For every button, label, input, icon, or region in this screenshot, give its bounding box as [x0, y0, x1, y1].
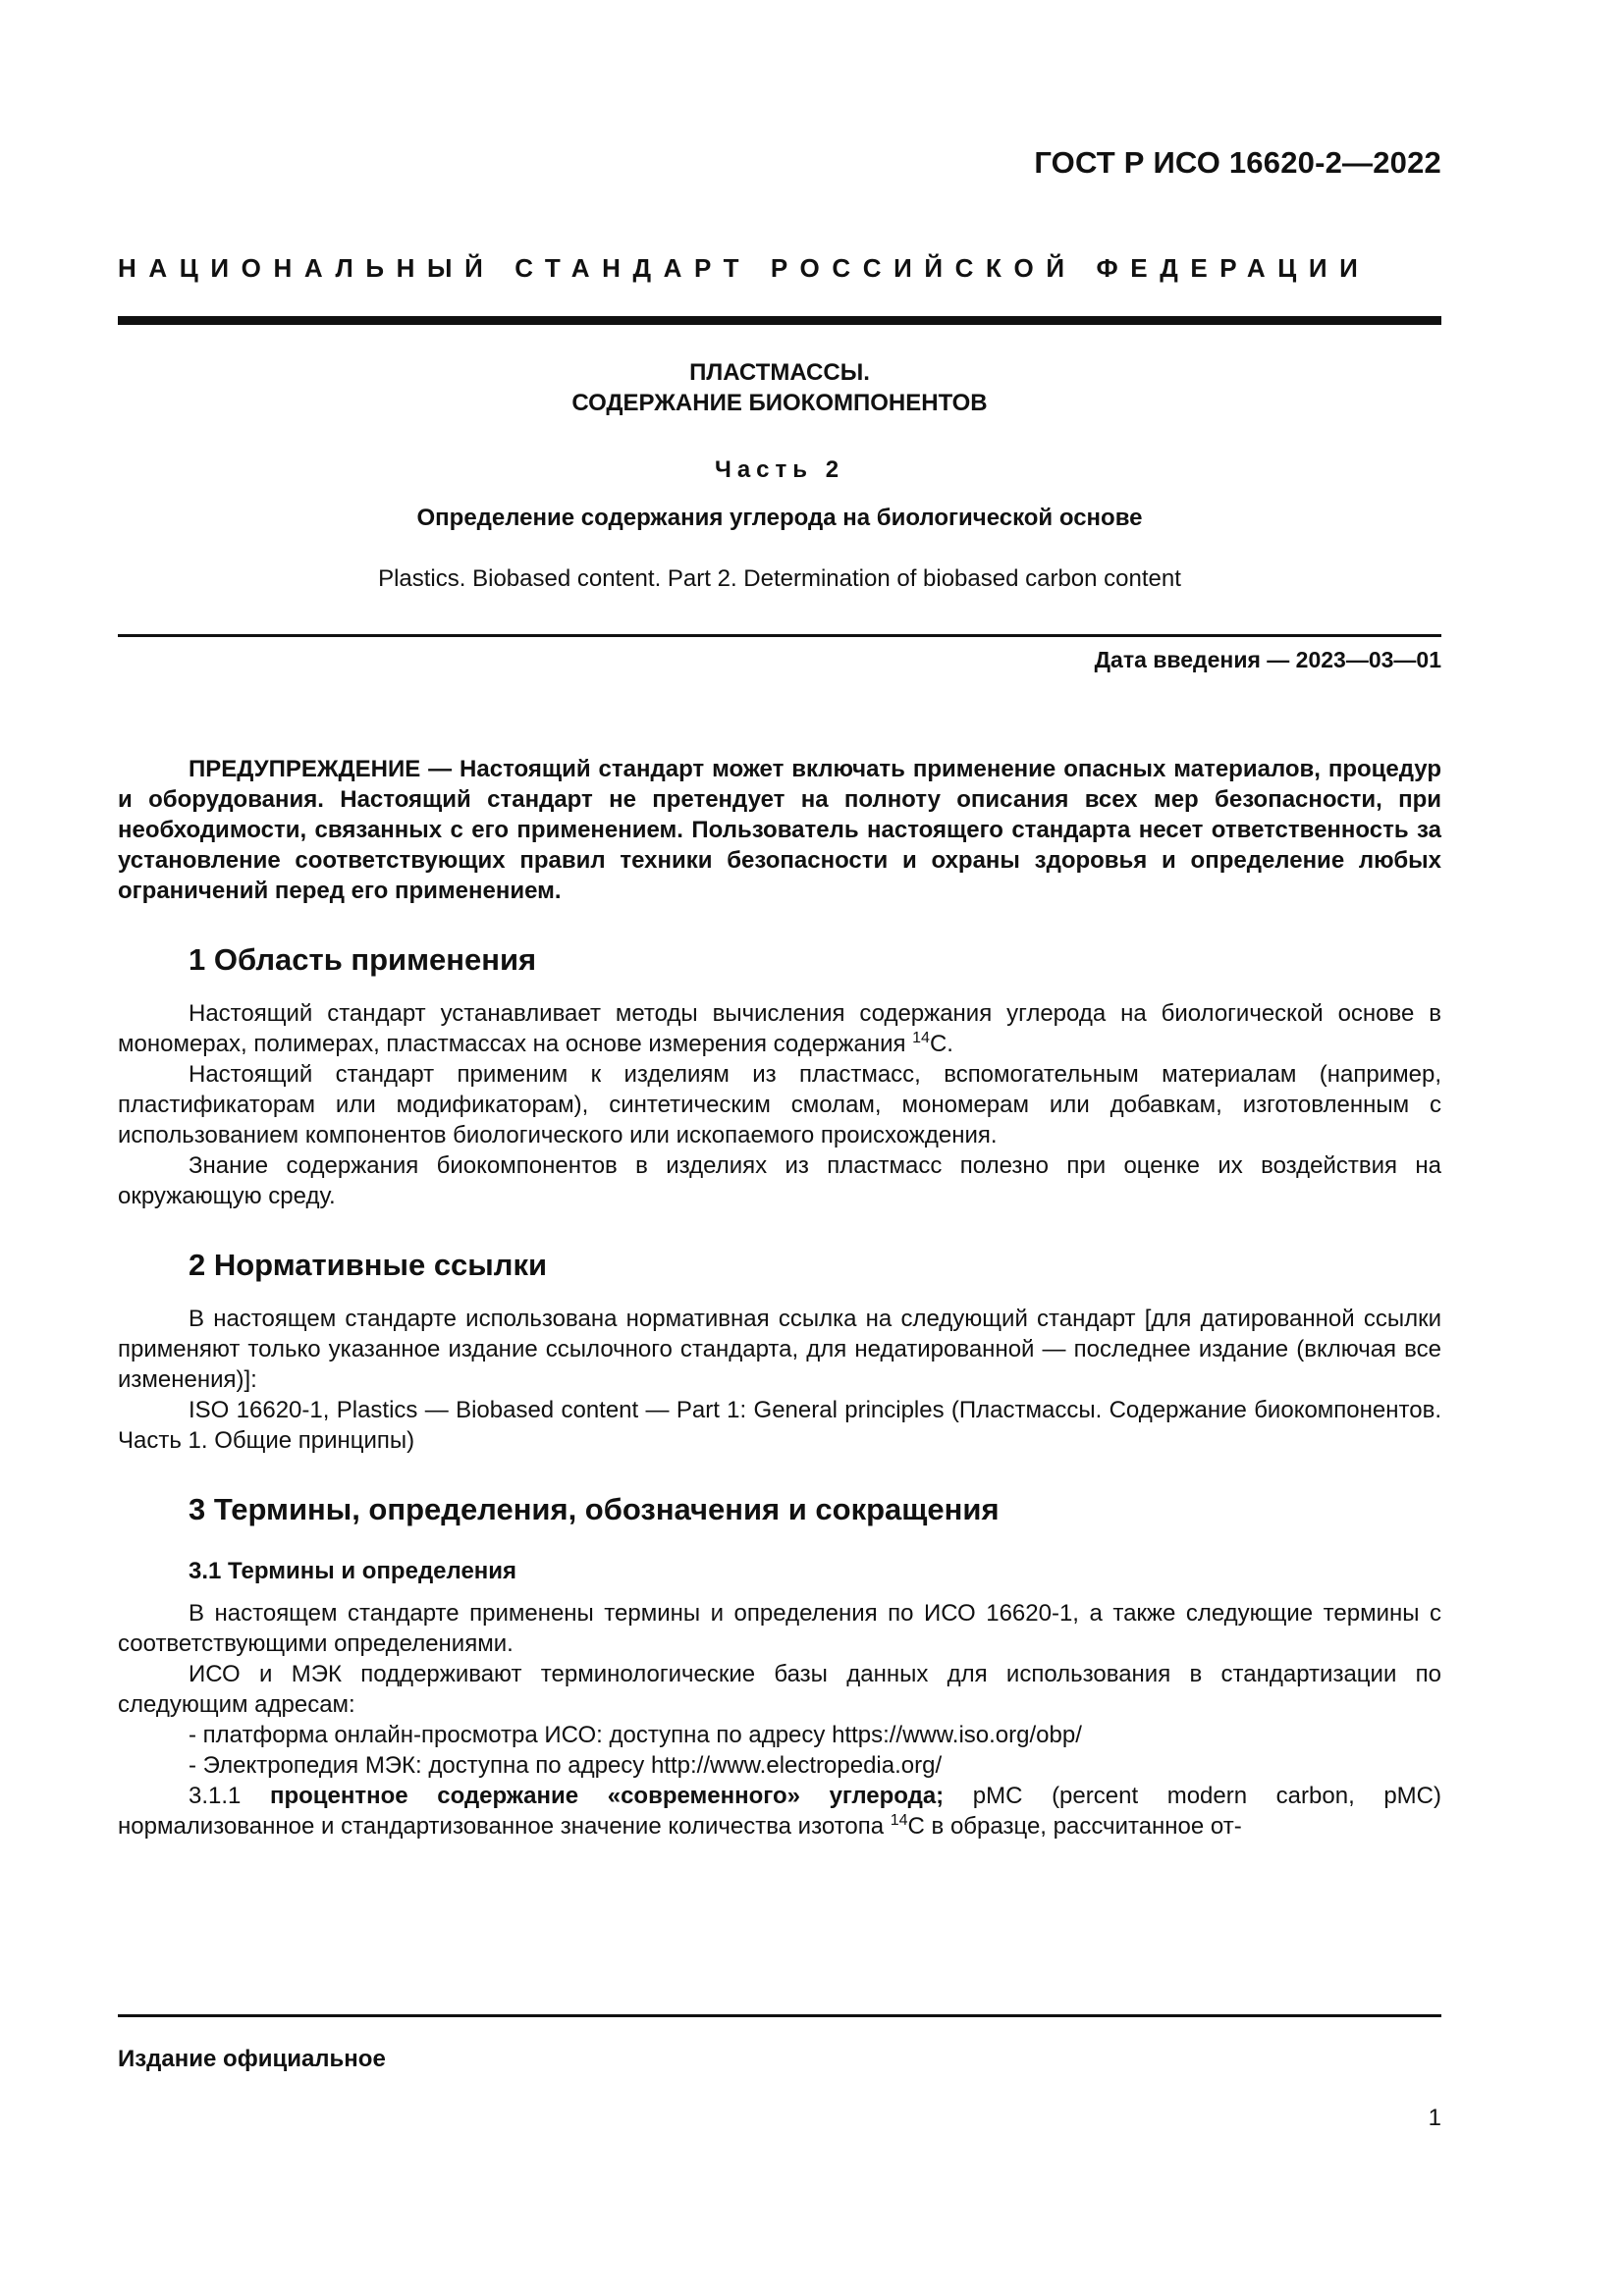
section-1-paragraph-3: Знание содержания биокомпонентов в изделиях из пластмасс полезно при оценке их воздействия на окружающую среду.: [118, 1152, 1441, 1209]
term-definition: pMC (percent modern carbon, pMC) нормализованное и стандартизованное значение количества изотопа: [118, 1783, 1442, 1840]
term-name: процентное содержание «современного» углерода;: [269, 1783, 945, 1809]
national-standard-banner: НАЦИОНАЛЬНЫЙ СТАНДАРТ РОССИЙСКОЙ ФЕДЕРАЦИИ: [118, 253, 1371, 283]
introduction-date: Дата введения — 2023—03—01: [1094, 647, 1441, 672]
section-1-paragraph-1: [118, 998, 1441, 1059]
warning-paragraph: ПРЕДУПРЕЖДЕНИЕ — Настоящий стандарт может включать применение опасных материалов, процедур и оборудования. Настоящий стандарт не претендует на полноту описания всех мер безопасности, при необходимости, связанных с его применением. Пользователь настоящего стандарта несет ответственность за установление соответствующих правил техники безопасности и охраны здоровья и определение любых ограничений перед его применением.: [118, 756, 1441, 904]
document-code: ГОСТ Р ИСО 16620-2—2022: [1034, 145, 1441, 180]
title-part: Часть 2: [714, 456, 845, 483]
section-3-paragraph-2: ИСО и МЭК поддерживают терминологические базы данных для использования в стандартизации по следующим адресам:: [118, 1661, 1441, 1718]
section-2-heading: 2 Нормативные ссылки: [189, 1248, 548, 1282]
term-number: 3.1.1: [189, 1783, 270, 1809]
section-1-heading: 1 Область применения: [189, 942, 537, 977]
title-line-2: СОДЕРЖАНИЕ БИОКОМПОНЕНТОВ: [571, 390, 988, 416]
document-page: [118, 0, 1441, 2296]
section-1-p1-tail: С.: [929, 1031, 953, 1057]
title-divider: [118, 634, 1441, 637]
term-isotope-superscript: 14: [890, 1812, 908, 1829]
list-item-iso-obp: - платформа онлайн-просмотра ИСО: доступна по адресу https://www.iso.org/obp/: [189, 1722, 1082, 1748]
footer-divider: [118, 2014, 1441, 2017]
list-item-electropedia: - Электропедия МЭК: доступна по адресу http://www.electropedia.org/: [189, 1752, 943, 1779]
page-number: 1: [1428, 2105, 1441, 2131]
document-body: [118, 754, 1441, 1842]
edition-label: Издание официальное: [118, 2046, 386, 2072]
section-3-paragraph-1: В настоящем стандарте применены термины и определения по ИСО 16620-1, а также следующие термины с соответствующими определениями.: [118, 1600, 1441, 1657]
header-divider: [118, 316, 1441, 325]
title-english: Plastics. Biobased content. Part 2. Determination of biobased carbon content: [378, 565, 1181, 592]
section-1-p1-text: Настоящий стандарт устанавливает методы вычисления содержания углерода на биологической основе в мономерах, полимерах, пластмассах на основе измерения содержания: [118, 1000, 1441, 1057]
section-3-heading: 3 Термины, определения, обозначения и сокращения: [189, 1492, 1000, 1526]
section-2-paragraph-2: ISO 16620-1, Plastics — Biobased content — Part 1: General principles (Пластмассы. Содержание биокомпонентов. Часть 1. Общие принципы): [118, 1397, 1441, 1454]
isotope-superscript: 14: [912, 1030, 930, 1046]
term-3-1-1: [118, 1781, 1441, 1842]
section-3-1-heading: 3.1 Термины и определения: [189, 1558, 517, 1584]
title-subtitle: Определение содержания углерода на биологической основе: [416, 505, 1143, 531]
section-1-paragraph-2: Настоящий стандарт применим к изделиям из пластмасс, вспомогательным материалам (например, пластификаторам или модификаторам), синтетическим смолам, мономерам или добавкам, изготовленным с использованием компонентов биологического или ископаемого происхождения.: [118, 1061, 1441, 1148]
term-definition-tail: С в образце, рассчитанное от-: [907, 1813, 1242, 1840]
title-line-1: ПЛАСТМАССЫ.: [689, 359, 870, 386]
section-2-paragraph-1: В настоящем стандарте использована нормативная ссылка на следующий стандарт [для датированной ссылки применяют только указанное издание ссылочного стандарта, для недатированной — последнее издание (включая все изменения)]:: [118, 1306, 1441, 1393]
